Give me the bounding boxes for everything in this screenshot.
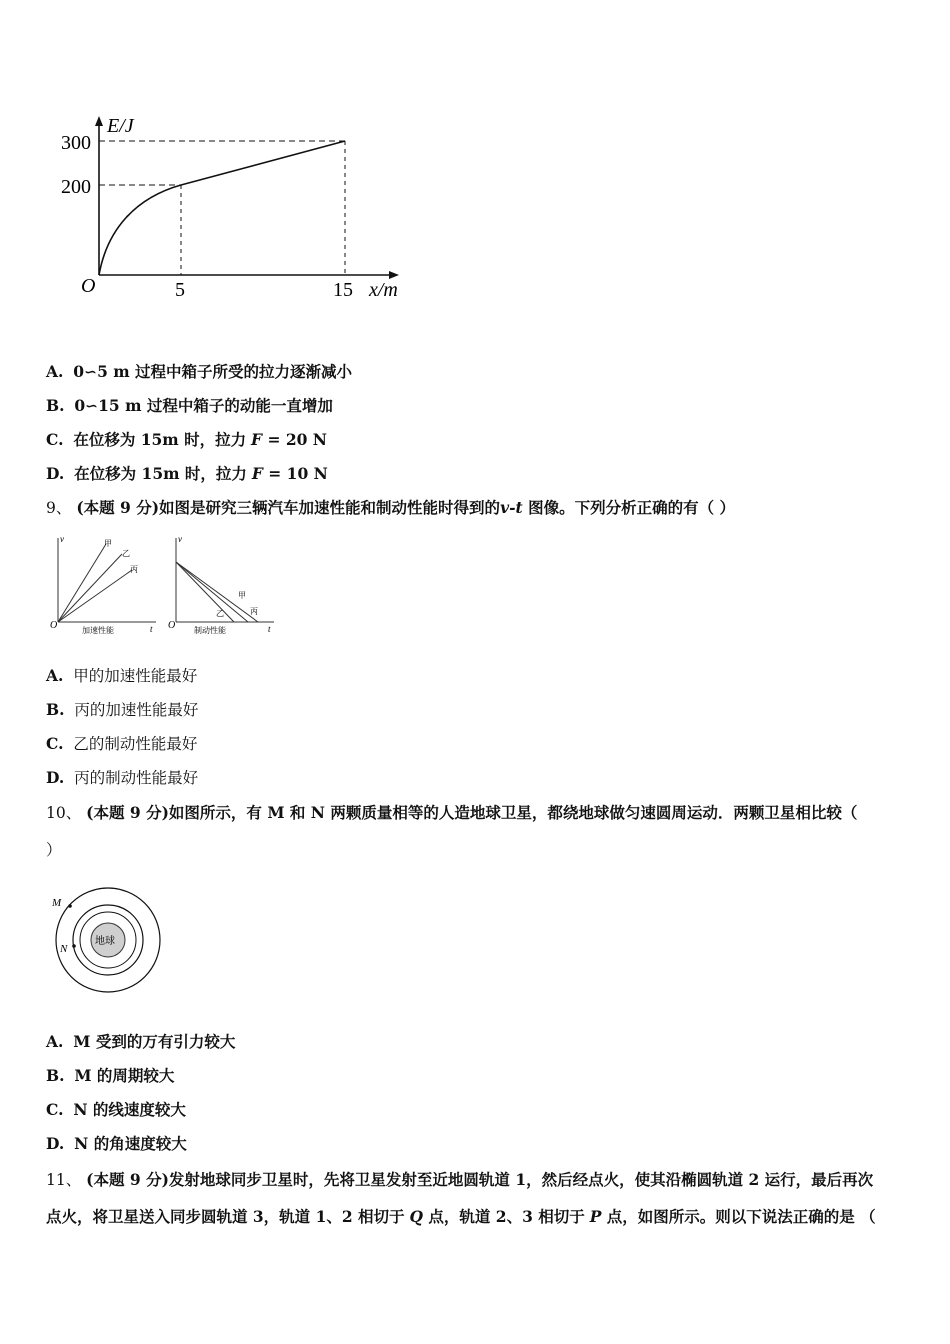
svg-text:丙: 丙	[250, 607, 258, 616]
x-axis-label: x/m	[369, 279, 398, 301]
svg-text:t: t	[268, 624, 271, 634]
x-tick-15: 15	[333, 279, 353, 301]
svg-text:乙: 乙	[216, 609, 224, 618]
x-tick-5: 5	[175, 279, 185, 301]
q11-stem-line1: 11、 (本题 9 分)发射地球同步卫星时，先将卫星发射至近地圆轨道 1，然后经点火，使其沿椭圆轨道 2 运行，最后再次	[46, 1170, 874, 1189]
svg-text:甲: 甲	[238, 591, 246, 600]
satellite-n-label: N	[60, 943, 68, 955]
q8-option-c: C. 在位移为 15m 时，拉力 F = 20 N	[46, 430, 327, 449]
q10-option-c: C. N 的线速度较大	[46, 1100, 186, 1119]
satellite-orbits-figure	[48, 884, 168, 1004]
q9-option-a: A. 甲的加速性能最好	[46, 666, 198, 685]
energy-displacement-graph	[55, 110, 415, 310]
q10-option-d: D. N 的角速度较大	[46, 1134, 187, 1153]
q8-option-a: A. 0∽5 m 过程中箱子所受的拉力逐渐减小	[46, 362, 353, 381]
q10-stem: 10、 (本题 9 分)如图所示，有 M 和 N 两颗质量相等的人造地球卫星，都绕地球做匀速圆周运动．两颗卫星相比较（	[46, 803, 858, 822]
svg-text:加速性能: 加速性能	[82, 626, 114, 635]
svg-text:制动性能: 制动性能	[194, 626, 226, 635]
q9-stem: 9、 (本题 9 分)如图是研究三辆汽车加速性能和制动性能时得到的v-t 图像。下列分析正确的有（ ）	[46, 498, 735, 517]
q8-option-b: B. 0∽15 m 过程中箱子的动能一直增加	[46, 396, 333, 415]
svg-text:丙: 丙	[130, 565, 138, 574]
svg-text:v: v	[178, 534, 182, 544]
y-tick-300: 300	[61, 132, 91, 154]
svg-text:乙: 乙	[122, 549, 130, 558]
q9-option-d: D. 丙的制动性能最好	[46, 768, 199, 787]
acceleration-vt-graph	[44, 532, 164, 637]
q8-option-d: D. 在位移为 15m 时，拉力 F = 10 N	[46, 464, 328, 483]
braking-vt-graph	[166, 532, 281, 637]
q10-option-a: A. M 受到的万有引力较大	[46, 1032, 236, 1051]
svg-text:t: t	[150, 624, 153, 634]
q10-option-b: B. M 的周期较大	[46, 1066, 175, 1085]
satellite-m-label: M	[52, 897, 62, 909]
q9-option-b: B. 丙的加速性能最好	[46, 700, 199, 719]
origin-label: O	[81, 275, 96, 297]
y-axis-label: E/J	[107, 115, 134, 137]
q10-stem-close: ）	[46, 841, 62, 859]
svg-text:v: v	[60, 534, 64, 544]
svg-text:O: O	[168, 620, 176, 631]
q9-option-c: C. 乙的制动性能最好	[46, 734, 198, 753]
q11-stem-line2: 点火，将卫星送入同步圆轨道 3，轨道 1、2 相切于 Q 点，轨道 2、3 相切于 P 点，如图所示。则以下说法正确的是 （	[46, 1207, 876, 1226]
earth-label: 地球	[95, 936, 115, 947]
y-tick-200: 200	[61, 176, 91, 198]
svg-text:O: O	[50, 620, 58, 631]
svg-text:甲: 甲	[104, 539, 112, 548]
